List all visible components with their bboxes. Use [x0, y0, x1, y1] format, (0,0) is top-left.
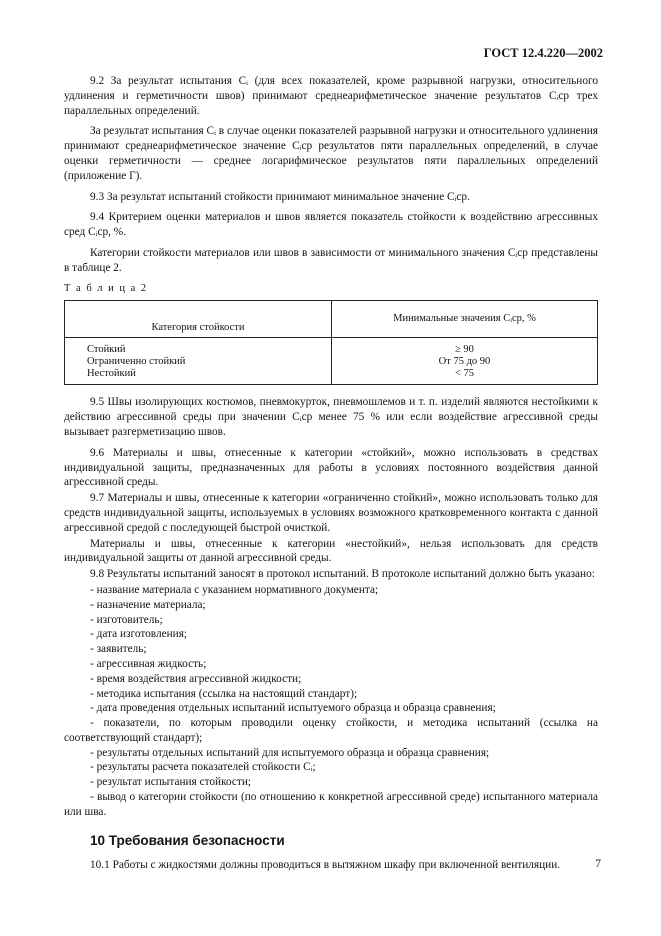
value-cell [332, 338, 598, 385]
list-item: - методика испытания (ссылка на настоящий стандарт); [90, 687, 358, 700]
list-item: - изготовитель; [90, 613, 163, 626]
paragraph-9-8: 9.8 Результаты испытаний заносят в протокол испытаний. В протоколе испытаний должно быть указано: [90, 568, 595, 581]
category-limited: Ограниченно стойкий [87, 356, 186, 368]
value-resistant: ≥ 90 [455, 344, 474, 356]
paragraph-9-5: 9.5 Швы изолирующих костюмов, пневмокурток, пневмошлемов и т. п. изделий являются нестойкими к действию агрессивной среды при значении Cᵢср менее 75 % или если воздействие агрессивной среды вызывает разгерметизацию швов. [64, 396, 598, 438]
category-nonresistant: Нестойкий [87, 368, 136, 380]
list-item: - назначение материала; [90, 598, 206, 611]
list-item: - результаты расчета показателей стойкости Cᵢ; [90, 761, 316, 774]
paragraph-9-7-continued: Материалы и швы, отнесенные к категории «нестойкий», нельзя использовать для средств индивидуальной защиты от данной агрессивной среды. [64, 537, 598, 565]
column-header-min-values: Минимальные значения Cᵢср, % [332, 301, 598, 338]
list-item: - агрессивная жидкость; [90, 657, 207, 670]
value-limited: От 75 до 90 [438, 356, 491, 368]
paragraph-9-4-continued: Категории стойкости материалов или швов в зависимости от минимального значения Cᵢср представлены в таблице 2. [64, 246, 598, 274]
resistance-category-table [64, 300, 598, 385]
list-item: - результаты отдельных испытаний для испытуемого образца и образца сравнения; [90, 746, 490, 759]
category-resistant: Стойкий [87, 344, 126, 356]
list-item: - заявитель; [90, 643, 147, 656]
column-header-category: Категория стойкости [65, 301, 332, 338]
list-item: - дата проведения отдельных испытаний испытуемого образца и образца сравнения; [90, 702, 496, 715]
list-item: - название материала с указанием нормативного документа; [90, 583, 379, 596]
paragraph-9-2-continued: За результат испытания Cᵢ в случае оценки показателей разрывной нагрузки и относительного удлинения принимают среднеарифметическое значение Cᵢср результатов пяти параллельных определений, в случае оценки герметичности — среднее логарифмическое результатов пяти параллельных определений (приложение Г). [64, 125, 598, 182]
list-item: - время воздействия агрессивной жидкости; [90, 672, 302, 685]
paragraph-10-1: 10.1 Работы с жидкостями должны проводиться в вытяжном шкафу при включенной вентиляции. [90, 859, 561, 872]
list-item: - вывод о категории стойкости (по отношению к конкретной агрессивной среде) испытанного материала или шва. [64, 791, 598, 818]
protocol-items-list [64, 583, 598, 820]
page-number: 7 [595, 858, 601, 870]
list-item: - дата изготовления; [90, 628, 188, 641]
category-cell [65, 338, 332, 385]
paragraph-9-4: 9.4 Критерием оценки материалов и швов является показатель стойкости к воздействию агрессивных сред Cᵢср, %. [64, 211, 598, 239]
table-body-row [65, 338, 598, 385]
value-nonresistant: < 75 [454, 368, 475, 380]
section-10-heading: 10 Требования безопасности [90, 832, 285, 848]
table-header-row [65, 301, 598, 338]
table-caption: Т а б л и ц а 2 [64, 282, 148, 294]
paragraph-9-7: 9.7 Материалы и швы, отнесенные к категории «ограниченно стойкий», можно использовать только для средств индивидуальной защиты, используемых в условиях возможного кратковременного контакта с данной агрессивной средой с последующей быстрой очисткой. [64, 492, 598, 534]
paragraph-9-3: 9.3 За результат испытаний стойкости принимают минимальное значение Cᵢср. [90, 190, 470, 203]
paragraph-9-6: 9.6 Материалы и швы, отнесенные к категории «стойкий», можно использовать в средствах индивидуальной защиты, предназначенных для работы в условиях постоянного воздействия данной агрессивной среды. [64, 446, 598, 489]
list-item: - показатели, по которым проводили оценку стойкости, и методика испытаний (ссылка на соответствующий стандарт); [64, 717, 598, 744]
paragraph-9-2: 9.2 За результат испытания Cᵢ (для всех показателей, кроме разрывной нагрузки, относительного удлинения и герметичности швов) принимают среднеарифметическое значение результатов Cᵢср трех параллельных определений. [64, 75, 598, 117]
document-body [64, 74, 598, 879]
running-header: ГОСТ 12.4.220—2002 [483, 46, 603, 60]
list-item: - результат испытания стойкости; [90, 776, 252, 789]
